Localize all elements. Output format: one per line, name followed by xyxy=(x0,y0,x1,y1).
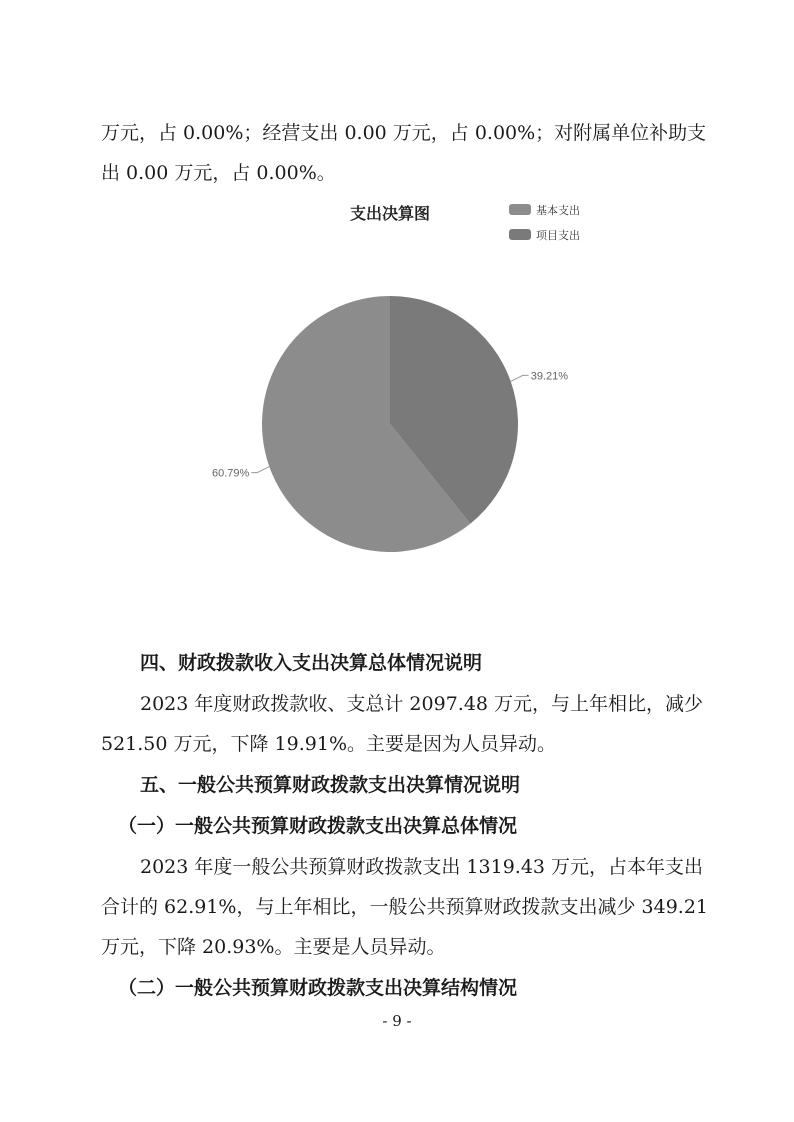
legend-swatch xyxy=(509,204,531,215)
leader-line xyxy=(511,375,529,381)
paragraph-line: 521.50 万元，下降 19.91%。主要是因为人员异动。 xyxy=(101,733,557,755)
paragraph-line: 2023 年度一般公共预算财政拨款支出 1319.43 万元，占本年支出 xyxy=(140,856,704,878)
page-number: - 9 - xyxy=(382,1012,412,1030)
slice-label: 39.21% xyxy=(530,370,569,383)
legend-swatch xyxy=(509,229,531,240)
section-heading: 五、一般公共预算财政拨款支出决算情况说明 xyxy=(140,774,521,796)
legend-label: 项目支出 xyxy=(536,230,580,242)
legend-label: 基本支出 xyxy=(536,205,580,217)
leader-line xyxy=(251,467,269,473)
chart-title: 支出决算图 xyxy=(349,206,431,223)
paragraph-line: 合计的 62.91%，与上年相比，一般公共预算财政拨款支出减少 349.21 xyxy=(101,896,709,918)
subsection-heading: （一）一般公共预算财政拨款支出决算总体情况 xyxy=(118,815,518,837)
section-heading: 四、财政拨款收入支出决算总体情况说明 xyxy=(140,652,483,674)
paragraph-line: 出 0.00 万元，占 0.00%。 xyxy=(101,162,336,184)
subsection-heading: （二）一般公共预算财政拨款支出决算结构情况 xyxy=(118,977,518,999)
paragraph-line: 万元，下降 20.93%。主要是人员异动。 xyxy=(101,936,446,958)
paragraph-line: 万元，占 0.00%；经营支出 0.00 万元，占 0.00%；对附属单位补助支 xyxy=(101,122,707,144)
paragraph-line: 2023 年度财政拨款收、支总计 2097.48 万元，与上年相比，减少 xyxy=(140,693,704,715)
slice-label: 60.79% xyxy=(211,467,250,480)
